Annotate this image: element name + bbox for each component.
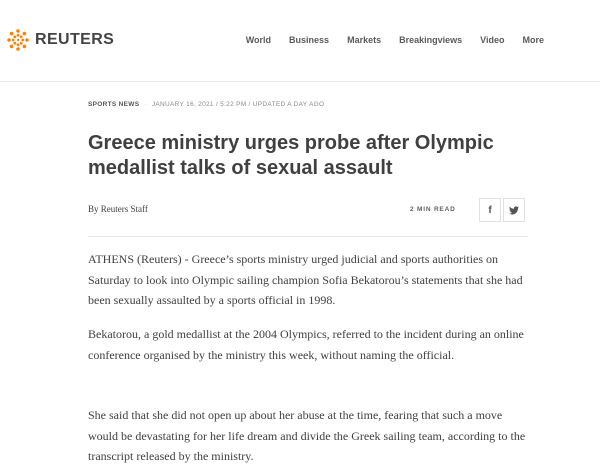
twitter-share-button[interactable] bbox=[503, 198, 525, 222]
article-meta bbox=[88, 101, 324, 108]
nav-world[interactable]: World bbox=[245, 35, 272, 45]
article-divider bbox=[88, 236, 528, 237]
article-headline: Greece ministry urges probe after Olympic medallist talks of sexual assault bbox=[88, 132, 494, 179]
main-nav bbox=[228, 35, 544, 45]
nav-breakingviews[interactable]: Breakingviews bbox=[399, 35, 463, 45]
article-byline: By Reuters Staff bbox=[88, 204, 148, 214]
facebook-share-button[interactable] bbox=[479, 198, 501, 222]
article-paragraph: Bekatorou, a gold medallist at the 2004 Olympics, referred to the incident during an online conference organised by the ministry this week, without naming the official. bbox=[88, 327, 524, 362]
facebook-icon: f bbox=[488, 204, 492, 216]
nav-markets[interactable]: Markets bbox=[347, 35, 382, 45]
twitter-icon bbox=[509, 206, 519, 215]
reuters-logo-icon bbox=[7, 29, 29, 51]
logo-text: REUTERS bbox=[35, 31, 115, 48]
nav-more[interactable]: More bbox=[522, 35, 544, 45]
read-time: 2 MIN READ bbox=[410, 206, 456, 213]
article-paragraph: ATHENS (Reuters) - Greece’s sports ministry urged judicial and sports authorities on Saturday to look into Olympic sailing champion Sofia Bekatorou’s statements that she had been sexually assaulted by a sports official in 1998. bbox=[88, 252, 523, 307]
reuters-logo[interactable] bbox=[7, 29, 114, 51]
nav-video[interactable]: Video bbox=[480, 35, 505, 45]
meta-separator: · bbox=[144, 101, 147, 108]
nav-business[interactable]: Business bbox=[289, 35, 330, 45]
article-paragraph: She said that she did not open up about her abuse at the time, fearing that such a move would be devastating for her life dream and divide the Greek sailing team, according to the transcript released by the ministry. bbox=[88, 408, 526, 463]
article-timestamp: JANUARY 16, 2021 / 5:22 PM / UPDATED A DAY AGO bbox=[151, 101, 325, 108]
site-header bbox=[0, 0, 600, 82]
section-link[interactable]: SPORTS NEWS bbox=[88, 101, 140, 108]
